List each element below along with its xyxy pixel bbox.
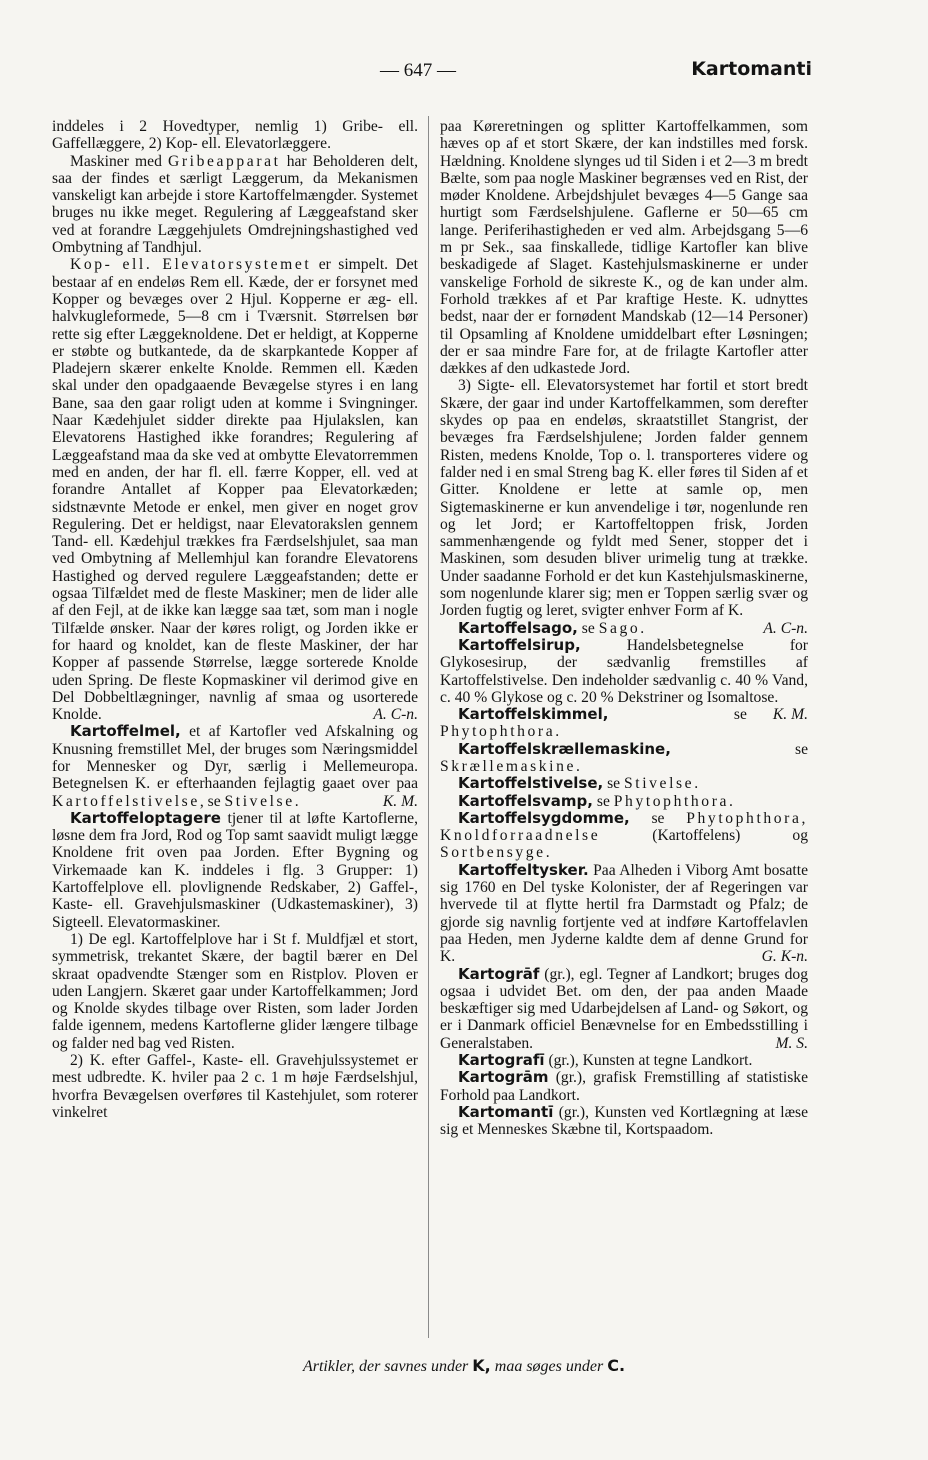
author-signature: A. C-n. (373, 706, 418, 724)
headword: Kartoffelmel, (70, 722, 181, 741)
entry-kartoffelmel: Kartoffelmel, et af Kartofler ved Afskalning og Knusning fremstillet Mel, der bruges som Næringsmiddel for Mennesker og Dyr, særlig i Mellemeuropa. Betegnelsen K. er efterhaanden fejlagtig gaaet over paa Kartoffelstivelse, se Stivelse. K. M. (52, 722, 418, 810)
author-signature: K. M. (382, 792, 418, 810)
entry-kartoffelskimmel: Kartoffelskimmel, se Phytophthora. (440, 705, 747, 741)
entry-kartoffelsago: Kartoffelsago, se Sago. (458, 618, 645, 637)
author-signature: A. C-n. (763, 619, 808, 637)
entry-kartograf: Kartogrāf (gr.), egl. Tegner af Landkort; bruges dog ogsaa i udvidet Bet. om den, der paa anden Maade beskæftiger sig med Udarbejdelsen af Land- og Søkort, og er i Danmark officiel Benævnelse for en Embedsstilling i Generalstaben. M. S. (440, 964, 808, 1052)
entry-kartoffelskraellemaskine: Kartoffelskrællemaskine, se Skrællemaskine. (440, 739, 808, 775)
paragraph: 2) K. efter Gaffel-, Kaste- ell. Gravehjulssystemet er mest udbredte. K. hviler paa 2 c. 1 m høje Færdselshjul, hvorfra Bevægelsen overføres til Kastehjulet, som roterer vinkelret (52, 1052, 418, 1121)
headword: Kartoffeltysker. (458, 860, 589, 879)
paragraph: paa Køreretningen og splitter Kartoffelkammen, som hæves op af et stort Skære, der kan indstilles med forsk. Hældning. Knoldene slynges ud til Siden i et 2—3 m bredt Bælte, som paa nogle Maskiner begrænses ved en Rist, der møder Knoldene. Arbejdshjulet bevæges 4—5 Gange saa hurtigt som Færdselshjulene. Gaflerne er 50—65 cm lange. Periferihastigheden er ved alm. Arbejdsgang 5—6 m pr Sek., saa finskallede, tidlige Kartofler kan blive beskadigede af Slaget. Kastehjulsmaskinerne er under vanskelige Forhold de sikreste K., og de kan under alm. Forhold trækkes af et Par kraftige Heste. K. udnyttes bedst, naar der er fornødent Mandskab (12—14 Personer) til Opsamling af Knoldene umiddelbart efter Løsningen; der er saa mindre Fare for, at de frilagte Kartofler atter dækkes af den udkastede Jord. (440, 118, 808, 378)
paragraph: Maskiner med Gribeapparat har Beholderen delt, saa der findes et særligt Læggerum, da Mekanismen vanskeligt kan arbejde i store Kartoffelmængder. Systemet bruges nu ikke meget. Regulering af Læggeafstand sker ved at forandre Læggehjulets Omdrejningshastighed ved Ombytning af Tandhjul. (52, 152, 418, 257)
page-number: — 647 — (380, 60, 456, 81)
headword: Kartogrām (458, 1068, 549, 1087)
headword: Kartoffelsygdomme, (458, 808, 630, 827)
running-head: Kartomanti (691, 58, 812, 80)
page-header (0, 60, 928, 86)
entry-kartomanti: Kartomantī (gr.), Kunsten ved Kortlægning at læse sig et Menneskes Skæbne til, Kortspaadom. (440, 1102, 808, 1139)
entry-kartoffelsirup: Kartoffelsirup, Handelsbetegnelse for Glykosesirup, der sædvanlig fremstilles af Kartoffelstivelse. Den indeholder sædvanlig c. 40 % Vand, c. 40 % Glykose og c. 20 % Dekstriner og Isomaltose. K. M. (440, 635, 808, 724)
paragraph: inddeles i 2 Hovedtyper, nemlig 1) Gribe- ell. Gaffellæggere, 2) Kop- ell. Elevatorlæggere. (52, 118, 418, 153)
headword: Kartoffeloptagere (70, 808, 221, 827)
right-column (440, 118, 808, 1139)
headword: Kartomantī (458, 1102, 554, 1121)
page-footer-note: Artikler, der savnes under K, maa søges under C. (302, 1356, 626, 1375)
entry-kartogram: Kartogrām (gr.), grafisk Fremstilling af statistiske Forhold paa Landkort. (440, 1068, 808, 1104)
author-signature: K. M. (772, 706, 808, 724)
entry-kartoffeltysker: Kartoffeltysker. Paa Alheden i Viborg Amt bosatte sig 1760 en Del tyske Kolonister, der af Regeringen var hvervede til at flytte hertil fra Darmstadt og Pfalz; de gjorde sig navnlig fortjente ved at indføre Kartoffelavlen paa Heden, men Jyderne kaldte dem af denne Grund for K. G. K-n. (440, 860, 808, 966)
entry-kartoffelsygdomme: Kartoffelsygdomme, se Phytophthora, Knoldforraadnelse (Kartoffelens) og Sortbensyge. (440, 808, 808, 862)
paragraph: Kop- ell. Elevatorsystemet er simpelt. Det bestaar af en endeløs Rem ell. Kæde, der er forsynet med Kopper og bevæges over 2 Hjul. Kopperne er æg- ell. halvkugleformede, 5—8 cm i Tværsnit. Størrelsen bør rette sig efter Læggeknoldene. Det er heldigt, at Kopperne er støbte og butkantede, da de skarpkantede Kopper af Pladejern skærer enkelte Knolde. Remmen ell. Kæden skal under den opadgaaende Bevægelse styres i en lang Bane, saa den gaar roligt uden at komme i Svingninger. Naar Kædehjulet sidder direkte paa Hjulakslen, kan Elevatorens Hastighed ikke forandres; Regulering af Læggeafstand maa da ske ved at ombytte Elevatorremmen med en anden, der har fl. ell. færre Kopper, ell. ved at forandre Antallet af Kopper paa Elevatorkæden; sidstnævnte Metode er enkel, men giver en noget grov Regulering. Det er heldigst, naar Elevatorakslen gennem Tand- ell. Kædehjul trækkes fra Færdselshjulet, saa man ved Ombytning af Mellemhjul kan forandre Elevatorens Hastighed og derved regulere Læggeafstanden; dette er ogsaa Tilfældet med de fleste Maskiner; men de lider alle af den Fejl, at de ikke kan lægge saa tæt, som man i nogle Tilfælde ønsker. Naar der køres roligt, og Jorden ikke er for haard og knoldet, kan de fleste Maskiner, der har Kopper af passende Størrelse, lægge sorterede Knolde uden Spring. De fleste Kopmaskiner vil derimod give en Del Dobbeltlægninger, navnlig af smaa og usorterede Knolde. A. C-n. (52, 256, 418, 724)
entry-kartoffelstivelse: Kartoffelstivelse, se Stivelse. (458, 774, 699, 793)
headword: Kartoffelsago, (458, 618, 578, 637)
paragraph: 3) Sigte- ell. Elevatorsystemet har fortil et stort bredt Skære, der gaar ind under Kartoffelkammen, som derefter skydes op paa en endeløs, skraatstillet Stangrist, der bevæges fra Færdselshjulene; Jorden falder gennem Risten, medens Knolde, Top o. l. transporteres videre og falder ned i en smal Streng bag K. eller føres til Siden af et Gitter. Knoldene er lette at samle op, men Sigtemaskinerne er kun anvendelige i tør, nogenlunde ren og let Jord; er Kartoffeltoppen frisk, Jorden sammenhængende og fyldt med Sener, stopper det i Maskinen, som desuden bliver urimelig tung at trække. Under saadanne Forhold er det kun Kastehjulsmaskinerne, som nogenlunde klarer sig; men er Toppen særlig svær og Jorden fugtig og leret, svigter enhver Form af K. A. C-n. (440, 377, 808, 637)
author-signature: M. S. (775, 1034, 808, 1052)
left-column (52, 118, 418, 1121)
headword: Kartoffelskimmel, (458, 705, 609, 724)
column-divider (428, 116, 429, 1338)
headword: Kartoffelskrællemaskine, (458, 739, 671, 758)
headword: Kartoffelsirup, (458, 635, 581, 654)
paragraph: 1) De egl. Kartoffelplove har i St f. Muldfjæl et stort, symmetrisk, trekantet Skære, der bagtil bærer en Del skraat opadvendte Stænger som en Ristplov. Ploven er uden Langjern. Skæret gaar under Kartoffelkammen; Jord og Knolde skydes tilbage over Risten, som lader Jorden falde igennem, medens Kartoflerne glider længere tilbage og falder ned bag ved Risten. (52, 930, 418, 1052)
headword: Kartoffelsvamp, (458, 791, 593, 810)
headword: Kartografī (458, 1051, 545, 1070)
entry-kartoffeloptagere: Kartoffeloptagere tjener til at løfte Kartoflerne, løsne dem fra Jord, Rod og Top samt saavidt muligt lægge Knoldene frit oven paa Jorden. Efter Bygning og Virkemaade kan K. inddeles i flg. 3 Grupper: 1) Kartoffelplove ell. plovlignende Redskaber, 2) Gaffel-, Kaste- ell. Gravehjulsmaskiner (Udkastemaskiner), 3) Sigteell. Elevatormaskiner. (52, 808, 418, 931)
headword: Kartogrāf (458, 964, 540, 983)
entry-kartografi: Kartografī (gr.), Kunsten at tegne Landkort. (458, 1051, 753, 1070)
entry-kartoffelsvamp: Kartoffelsvamp, se Phytophthora. (458, 791, 733, 810)
headword: Kartoffelstivelse, (458, 774, 604, 793)
author-signature: G. K-n. (761, 948, 808, 966)
